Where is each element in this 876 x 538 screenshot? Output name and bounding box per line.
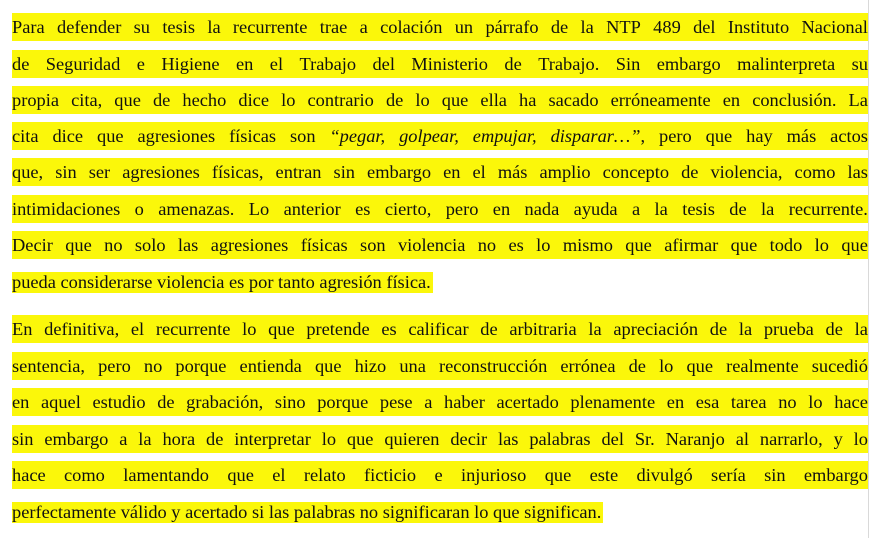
word: lo [242, 318, 257, 339]
word: es [508, 234, 524, 255]
word: defender [57, 16, 122, 37]
word: porque [317, 391, 369, 412]
word: físicas [300, 234, 348, 255]
word: lamentando [123, 464, 209, 485]
word: ayuda [573, 198, 618, 219]
word: más [497, 161, 528, 182]
word: es [381, 318, 397, 339]
quoted-word: “pegar, [329, 125, 386, 146]
word: de [709, 318, 728, 339]
word: contrario [307, 89, 374, 110]
word: erróneamente [610, 89, 711, 110]
word: que [441, 89, 469, 110]
word: Seguridad [45, 53, 121, 74]
word: nada [524, 198, 560, 219]
highlighted-text: perfectamente válido y acertado si las palabras no significaran lo que significan. [12, 501, 602, 522]
word: pese [379, 391, 413, 412]
word: recurrente [155, 318, 231, 339]
quoted-word: disparar…”, [550, 125, 646, 146]
word: del [601, 428, 624, 449]
word: porque [175, 355, 227, 376]
word: una [399, 355, 426, 376]
word: 489 [653, 16, 681, 37]
word: Sr. [634, 428, 655, 449]
word: a [119, 428, 128, 449]
word: embargo [44, 428, 109, 449]
word: anterior [283, 198, 341, 219]
paragraph-1-line-7 [12, 231, 868, 259]
word: lo [321, 428, 337, 449]
word: que [268, 318, 295, 339]
word: en [236, 53, 254, 74]
word: lo [281, 89, 296, 110]
word: las [847, 161, 868, 182]
word: pero [98, 355, 131, 376]
word: intimidaciones [12, 198, 121, 219]
word: quieren [384, 428, 440, 449]
paragraph-2-line-5 [12, 461, 868, 489]
word: el [472, 161, 486, 182]
word: malinterpreta [737, 53, 836, 74]
word: plenamente [570, 391, 656, 412]
word: de [385, 89, 404, 110]
word: sin [764, 464, 786, 485]
word: ha [519, 89, 537, 110]
word: lo [536, 234, 551, 255]
word: Decir [12, 234, 53, 255]
word: ella [480, 89, 507, 110]
paragraph-2-line-6 [12, 498, 868, 526]
word: y [833, 428, 843, 449]
word: esa [695, 391, 720, 412]
word: las [177, 234, 199, 255]
word: lo [853, 428, 868, 449]
word: de [504, 53, 522, 74]
word: que [625, 234, 652, 255]
word: haber [444, 391, 485, 412]
word: errónea [560, 355, 616, 376]
word: agresiones [210, 234, 289, 255]
word: su [133, 16, 150, 37]
word: hace [834, 391, 868, 412]
word: a [631, 198, 641, 219]
word: la [761, 198, 775, 219]
paragraph-1-line-5 [12, 158, 868, 186]
word: hay [746, 125, 773, 146]
word: e [434, 464, 443, 485]
word: cita, [71, 89, 103, 110]
word: embargo [803, 464, 868, 485]
word: amplio [539, 161, 591, 182]
word: definitiva, [44, 318, 120, 339]
word: sin [333, 161, 355, 182]
word: que, [12, 161, 44, 182]
word: recurrente [232, 16, 308, 37]
word: violencia, [710, 161, 783, 182]
word: todo [769, 234, 803, 255]
word: sacado [548, 89, 599, 110]
word: realmente [726, 355, 799, 376]
word: físicas [229, 125, 277, 146]
word: agresiones [137, 125, 216, 146]
word: en [443, 161, 461, 182]
word: Ministerio [411, 53, 488, 74]
word: propia [12, 89, 59, 110]
word: hace [12, 464, 46, 485]
word: del [693, 16, 716, 37]
word: pero [445, 198, 479, 219]
word: físicas, [211, 161, 264, 182]
word: no [104, 234, 123, 255]
word: apreciación [613, 318, 699, 339]
word: que [544, 464, 572, 485]
word: lo [808, 391, 823, 412]
word: en [666, 391, 685, 412]
word: que [227, 464, 254, 485]
word: la [854, 318, 868, 339]
word: Instituto [727, 16, 790, 37]
word: aquel [40, 391, 81, 412]
word: Sin [615, 53, 641, 74]
word: mismo [562, 234, 613, 255]
word: interpretar [234, 428, 311, 449]
word: relato [303, 464, 346, 485]
word: es [355, 198, 371, 219]
word: tesis [682, 198, 715, 219]
word: un [454, 16, 474, 37]
word: ser [88, 161, 111, 182]
word: que [114, 89, 141, 110]
paragraph-1-line-3 [12, 86, 868, 114]
word: conclusión. [752, 89, 837, 110]
word: la [654, 198, 668, 219]
word: sería [711, 464, 746, 485]
paragraph-1-line-1 [12, 13, 868, 41]
word: sin [55, 161, 77, 182]
highlighted-text: pueda considerarse violencia es por tanto agresión física. [12, 271, 431, 292]
quoted-word: golpear, [399, 125, 459, 146]
word: cita [12, 125, 39, 146]
word: grabación, [186, 391, 264, 412]
word: la [738, 318, 753, 339]
paragraph-1-line-2 [12, 50, 868, 78]
word: de [480, 318, 498, 339]
word: de [152, 89, 171, 110]
word: amenazas. [158, 198, 235, 219]
page-edge-divider [868, 0, 869, 538]
word: el [272, 464, 286, 485]
word: la [588, 318, 602, 339]
word: son [360, 234, 386, 255]
word: trae [319, 16, 348, 37]
word: Nacional [801, 16, 868, 37]
word: no [143, 355, 163, 376]
word: en [492, 198, 511, 219]
word: lo [814, 234, 829, 255]
word: que [314, 355, 342, 376]
word: que [686, 355, 714, 376]
word: Para [12, 16, 45, 37]
word: entienda [239, 355, 302, 376]
word: de [12, 53, 30, 74]
word: del [372, 53, 395, 74]
word: solo [134, 234, 166, 255]
word: agresiones [122, 161, 200, 182]
word: más [786, 125, 817, 146]
word: en [12, 391, 30, 412]
word: a [359, 16, 368, 37]
word: que [97, 125, 124, 146]
word: en [722, 89, 741, 110]
word: ficticio [364, 464, 417, 485]
word: prueba [763, 318, 814, 339]
word: En [12, 318, 33, 339]
word: al [735, 428, 750, 449]
word: divulgó [636, 464, 693, 485]
word: dice [52, 125, 84, 146]
word: el [269, 53, 284, 74]
paragraph-2-line-4 [12, 425, 868, 453]
word: violencia [397, 234, 466, 255]
word: de [729, 198, 747, 219]
word: sino [274, 391, 306, 412]
word: embargo [656, 53, 721, 74]
word: párrafo [485, 16, 539, 37]
word: o [134, 198, 144, 219]
word: son [289, 125, 316, 146]
word: concepto [602, 161, 670, 182]
word: pero [659, 125, 692, 146]
word: La [848, 89, 868, 110]
word: que [705, 125, 733, 146]
word: estudio [92, 391, 146, 412]
word: afirmar [664, 234, 719, 255]
word: arbitraria [509, 318, 577, 339]
paragraph-2-line-1 [12, 315, 868, 343]
quoted-word: empujar, [472, 125, 537, 146]
word: como [794, 161, 836, 182]
word: no [778, 391, 797, 412]
word: Naranjo [665, 428, 725, 449]
word: no [477, 234, 497, 255]
word: a [424, 391, 433, 412]
word: decir [450, 428, 488, 449]
word: acertado [496, 391, 559, 412]
word: sucedió [811, 355, 868, 376]
word: la [580, 16, 594, 37]
word: de [681, 161, 699, 182]
word: hizo [354, 355, 387, 376]
paragraph-2-line-2 [12, 352, 868, 380]
word: e [136, 53, 145, 74]
word: las [498, 428, 519, 449]
word: tesis [162, 16, 196, 37]
word: hecho [182, 89, 227, 110]
word: pretende [306, 318, 370, 339]
word: actos [830, 125, 868, 146]
word: tarea [730, 391, 767, 412]
paragraph-2-line-3 [12, 388, 868, 416]
word: Trabajo [299, 53, 357, 74]
word: sin [12, 428, 34, 449]
word: recurrente. [788, 198, 868, 219]
paragraph-1-line-6 [12, 195, 868, 223]
word: cierto, [384, 198, 432, 219]
word: de [206, 428, 224, 449]
word: el [130, 318, 145, 339]
word: su [851, 53, 868, 74]
word: de [550, 16, 569, 37]
paragraph-1-line-4 [12, 122, 868, 150]
word: que [65, 234, 92, 255]
word: narrarlo, [759, 428, 823, 449]
word: NTP [606, 16, 641, 37]
word: que [730, 234, 758, 255]
word: lo [415, 89, 430, 110]
word: injurioso [460, 464, 527, 485]
word: la [207, 16, 221, 37]
word: la [138, 428, 152, 449]
word: que [841, 234, 868, 255]
word: palabras [529, 428, 591, 449]
word: este [589, 464, 619, 485]
paragraph-1-line-8 [12, 268, 868, 296]
word: dice [238, 89, 270, 110]
word: reconstrucción [439, 355, 548, 376]
word: Lo [248, 198, 270, 219]
word: embargo [367, 161, 432, 182]
word: Trabajo. [538, 53, 600, 74]
word: Higiene [161, 53, 220, 74]
word: de [157, 391, 175, 412]
word: de [825, 318, 843, 339]
word: lo [659, 355, 674, 376]
word: calificar [408, 318, 469, 339]
word: hora [162, 428, 196, 449]
word: que [346, 428, 374, 449]
word: como [64, 464, 105, 485]
word: entran [275, 161, 322, 182]
word: de [628, 355, 646, 376]
word: sentencia, [12, 355, 86, 376]
word: colación [380, 16, 443, 37]
